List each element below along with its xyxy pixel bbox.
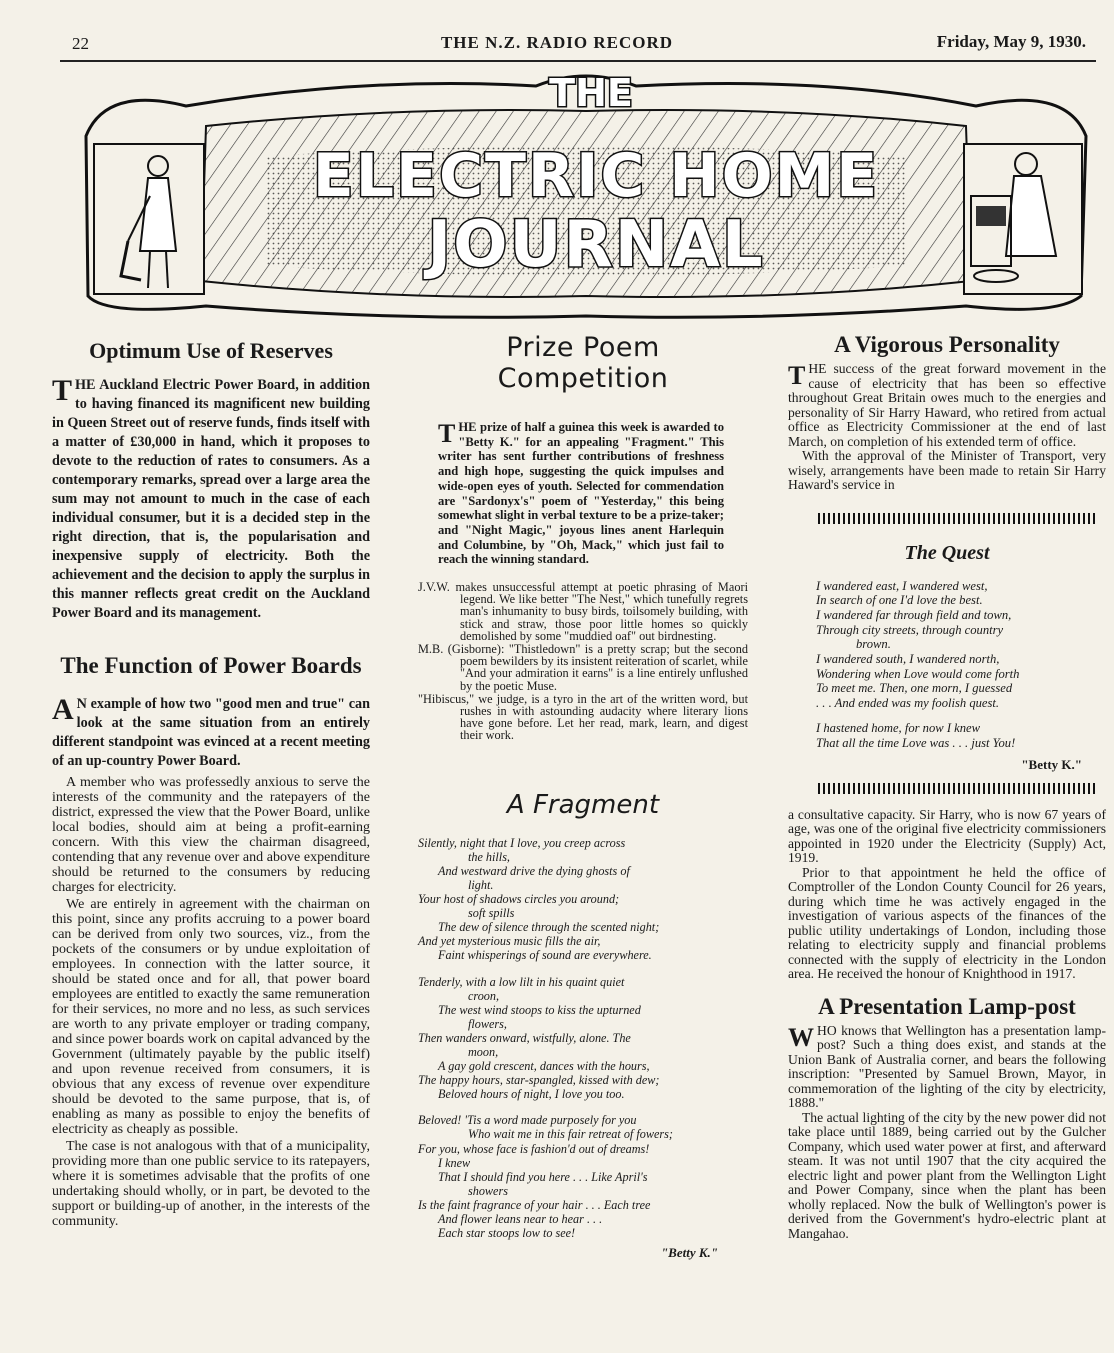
poem-stanza: Silently, night that I love, you creep across the hills, And westward drive the dying ghosts of light. Your host of shadows circles you around; soft spills The dew of silence through the scented night; And yet mysterious music fills the air, Faint whisperings of sound are everywhere. <box>418 835 660 963</box>
article-function-para-1: A member who was professedly anxious to serve the interests of the community and the ratepayers of the district, expressed the view that the Power Board, unlike local bodies, should aim at being a profit-earning concern. With this view the chairman disagreed, contending that any revenue over and above expenditure should be returned to the consumers by reducing charges for electricity. <box>52 775 370 895</box>
critique-item: M.B. (Gisborne): "Thistledown" is a pretty scrap; but the second poem bewilders by its insistent reiteration of scarlet, while "And your admiration it earns" is a line entirely unflushed by the poetic Muse. <box>418 642 748 693</box>
masthead-illustration <box>66 66 1102 328</box>
article-function-para-3: The case is not analogous with that of a municipality, providing more than one public service to its ratepayers, where it is sometimes advisable that the profits of one undertaking should wholly, or in part, be devoted to the support or building-up of another, in the interests of the community. <box>52 1139 370 1229</box>
poem-signature: "Betty K." <box>1021 757 1082 773</box>
critique-item: J.V.W. makes unsuccessful attempt at poetic phrasing of Maori legend. We like better "The Nest," which tunefully regrets man's inhumanity to busy birds, toilsomely building, with stick and straw, those poor little homes so quickly demolished by some "muddied oaf" out birdnesting. <box>418 580 748 643</box>
article-function-para-2: We are entirely in agreement with the chairman on this point, since any profits accruing to a power board can be derived from only two sources, viz., from the pockets of the consumers or by undue exploitation of employees. In connection with the latter source, it should be stated once and for all, that power board employees are entitled to exactly the same remuneration for their services, no more and no less, as such services are worth to any private employer or trading company, and since power boards work on capital advanced by the Government (ultimately payable by the public itself) and upon revenue received from consumers, it is obvious that any excess of revenue over expenditure should be devoted to the same purpose, that is, of enabling as many as possible to enjoy the benefits of electricity as cheaply as possible. <box>52 897 370 1137</box>
dropcap: T <box>788 361 806 390</box>
article-function-lead: A N example of how two "good men and true" can look at the same situation from an entirely different standpoint was evinced at a recent meeting of an up-country Power Board. <box>52 693 370 769</box>
article-optimum-body: THE Auckland Electric Power Board, in addition to having financed its magnificent new building in Queen Street out of reserve funds, finds itself with a matter of £30,000 in hand, which it proposes to devote to the reduction of rates to consumers. As a contemporary remarks, spread over a large area the sum may not amount to much in the case of each individual consumer, but it is a decided step in the right direction, that is, the popularisation and inexpensive supply of electricity. Both the achievement and the decision to apply the surplus in this manner reflects great credit on the Auckland Power Board and its management. <box>52 374 370 621</box>
dropcap: A <box>52 693 74 726</box>
critiques-list <box>418 581 748 742</box>
publication-title: THE N.Z. RADIO RECORD <box>440 33 674 52</box>
poem-signature: "Betty K." <box>660 1245 718 1261</box>
heading-presentation-lamp-post: A Presentation Lamp-post <box>818 993 1076 1019</box>
page-number: 22 <box>72 34 89 53</box>
article-vigorous-para-3: a consultative capacity. Sir Harry, who is now 67 years of age, was one of the original five electricity commissioners appointed in 1920 under the Electricity (Supply) Act, 1919. <box>788 806 1106 866</box>
masthead-banner <box>66 66 1102 328</box>
heading-function-power-boards: The Function of Power Boards <box>60 653 362 678</box>
ornamental-divider <box>818 513 1098 524</box>
column-middle <box>418 332 748 1261</box>
article-vigorous-para-2: With the approval of the Minister of Transport, very wisely, arrangements have been made to retain Sir Harry Haward's service in <box>788 448 1106 492</box>
masthead-journal: JOURNAL <box>427 208 765 282</box>
dropcap: W <box>788 1022 814 1052</box>
critique-item: "Hibiscus," we judge, is a tyro in the art of the written word, but rushes in with astounding audacity where literary lions have gone before. Let her read, mark, learn, and digest their work. <box>418 691 748 743</box>
heading-a-fragment: A Fragment <box>506 789 660 820</box>
heading-prize-poem: Prize Poem Competition <box>497 332 669 394</box>
poem-stanza: I wandered east, I wandered west, In search of one I'd love the best. I wandered far through field and town, Through city streets, through country brown. I wandered south, I wandered north, Wondering when Love would come forth To meet me. Then, one morn, I guessed . . . And ended was my foolish quest. <box>816 578 1020 711</box>
poem-a-fragment <box>418 836 748 1261</box>
article-vigorous-para-1: THE success of the great forward movement in the cause of electricity that has been so effective throughout Great Britain owes much to the energies and personality of Sir Harry Haward, who retired from actual office as Electricity Commissioner at the end of last March, on completion of his extended term of office. <box>788 361 1106 449</box>
article-lamp-para-2: The actual lighting of the city by the new power did not take place until 1889, being carried out by the Gulcher Company, which used water power at first, and afterward steam. It was not until 1907 that the city acquired the electric light and power plant from the Wellington Light and Power Company, since when the plant has been wholly replaced. Now the bulk of Wellington's power is derived from the Government's hydro-electric plant at Mangahao. <box>788 1109 1106 1241</box>
column-left <box>52 336 370 1229</box>
running-header <box>0 28 1114 54</box>
header-rule <box>60 60 1096 62</box>
article-lamp-para-1: WHO knows that Wellington has a presentation lamp-post? Such a thing does exist, and stands at the Union Bank of Australia corner, and bears the following inscription: "Presented by Samuel Brown, Mayor, in commemoration of the lighting of the city by electricity, 1888." <box>788 1022 1106 1111</box>
poem-stanza: Beloved! 'Tis a word made purposely for you Who wait me in this fair retreat of fowers; For you, whose face is fashion'd out of dreams! I knew That I should find you here . . . Like April's showers Is the faint fragrance of your hair . . . Each tree And flower leans near to hear . . . Each star stoops low to see! <box>418 1113 673 1241</box>
heading-the-quest: The Quest <box>904 541 990 564</box>
poem-stanza: I hastened home, for now I knew That all the time Love was . . . just You! <box>816 720 1016 750</box>
heading-vigorous-personality: A Vigorous Personality <box>834 332 1060 357</box>
masthead-electric-home: ELECTRIC HOME <box>312 141 880 211</box>
poem-the-quest <box>816 579 1106 773</box>
article-vigorous-para-4: Prior to that appointment he held the office of Comptroller of the London County Council for 26 years, during which time he was actively engaged in the investigation of various aspects of the finances of the public utility undertakings of London, including those relating to electricity supply and financial problems connected with the supply of electricity in the London area. He received the honour of Knighthood in 1917. <box>788 864 1106 982</box>
column-right <box>788 332 1106 1241</box>
masthead-the: THE <box>549 71 633 115</box>
heading-optimum-use: Optimum Use of Reserves <box>89 338 333 363</box>
issue-date: Friday, May 9, 1930. <box>936 32 1086 51</box>
prize-intro: THE prize of half a guinea this week is awarded to "Betty K." for an appealing "Fragment." This writer has sent further contributions of freshness and high hope, suggesting the quick impulses and wide-open eyes of youth. Selected for commendation are "Sardonyx's" poem of "Yesterday," this being somewhat slight in verbal texture to be a prize-taker; and "Night Magic," joyous lines anent Harlequin and Columbine, by "Oh, Mack," which just fail to reach the winning standard. <box>438 419 724 567</box>
ornamental-divider <box>818 783 1098 794</box>
dropcap: T <box>438 419 456 448</box>
dropcap: T <box>52 374 73 407</box>
poem-stanza: Tenderly, with a low lilt in his quaint quiet croon, The west wind stoops to kiss the upturned flowers, Then wanders onward, wistfully, alone. The moon, A gay gold crescent, dances with the hours, The happy hours, star-spangled, kissed with dew; Beloved hours of night, I love you too. <box>418 974 660 1102</box>
